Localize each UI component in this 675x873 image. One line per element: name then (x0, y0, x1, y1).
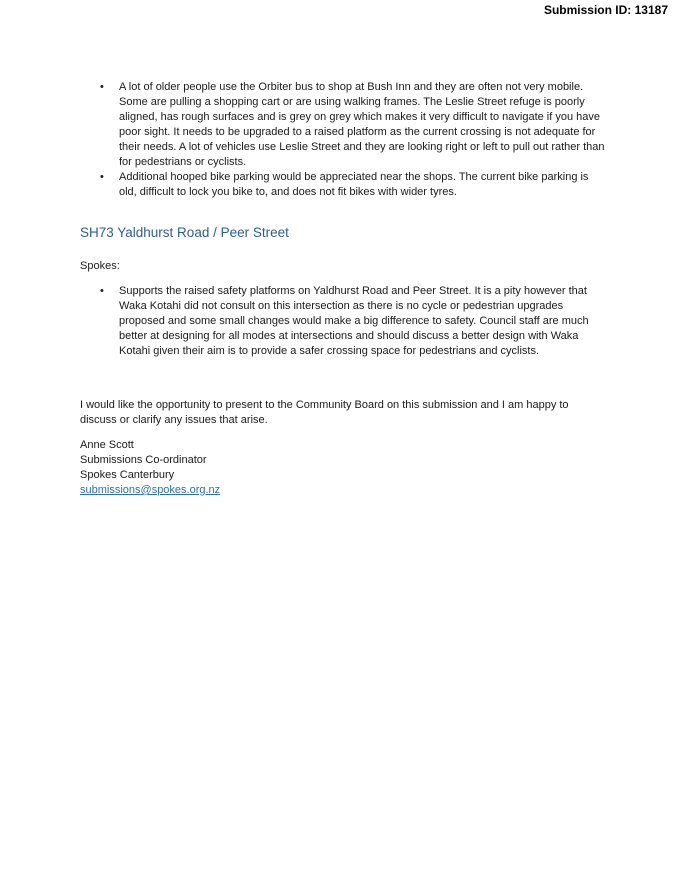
document-body (80, 80, 605, 498)
bullet-icon: • (100, 81, 104, 93)
list-item-text: A lot of older people use the Orbiter bus to shop at Bush Inn and they are often not very mobile. Some are pulling a shopping cart or are using walking frames. The Leslie Street refuge is poorly aligned, has rough surfaces and is grey on grey which makes it very difficult to navigate if you have poor sight. It needs to be upgraded to a raised platform as the current crossing is not adequate for their needs. A lot of vehicles use Leslie Street and they are looking right or left to pull out rather than for pedestrians or cyclists. (119, 81, 605, 168)
signature-block (80, 438, 605, 498)
bullet-icon: • (100, 171, 104, 183)
list-item-text: Additional hooped bike parking would be appreciated near the shops. The current bike parking is old, difficult to lock you bike to, and does not fit bikes with wider tyres. (119, 171, 589, 198)
signature-organization: Spokes Canterbury (80, 469, 175, 481)
closing-paragraph: I would like the opportunity to present to the Community Board on this submission and I am happy to discuss or clarify any issues that arise. (80, 399, 569, 426)
org-label: Spokes: (80, 260, 120, 272)
bullet-icon: • (100, 285, 104, 297)
signature-name: Anne Scott (80, 439, 134, 451)
list-item-text: Supports the raised safety platforms on Yaldhurst Road and Peer Street. It is a pity however that Waka Kotahi did not consult on this intersection as there is no cycle or pedestrian upgrades proposed and some small changes would make a big difference to safety. Council staff are much better at designing for all modes at intersections and should discuss a better design with Waka Kotahi given their aim is to provide a safer crossing space for pedestrians and cyclists. (119, 285, 589, 357)
list-item (80, 284, 605, 359)
signature-role: Submissions Co-ordinator (80, 454, 207, 466)
list-item (80, 80, 605, 170)
submission-id: Submission ID: 13187 (543, 3, 668, 17)
email-link[interactable]: submissions@spokes.org.nz (80, 484, 221, 496)
list-item (80, 170, 605, 200)
bullet-list-top (80, 80, 605, 200)
bullet-list-section (80, 284, 605, 359)
section-heading: SH73 Yaldhurst Road / Peer Street (80, 225, 289, 240)
